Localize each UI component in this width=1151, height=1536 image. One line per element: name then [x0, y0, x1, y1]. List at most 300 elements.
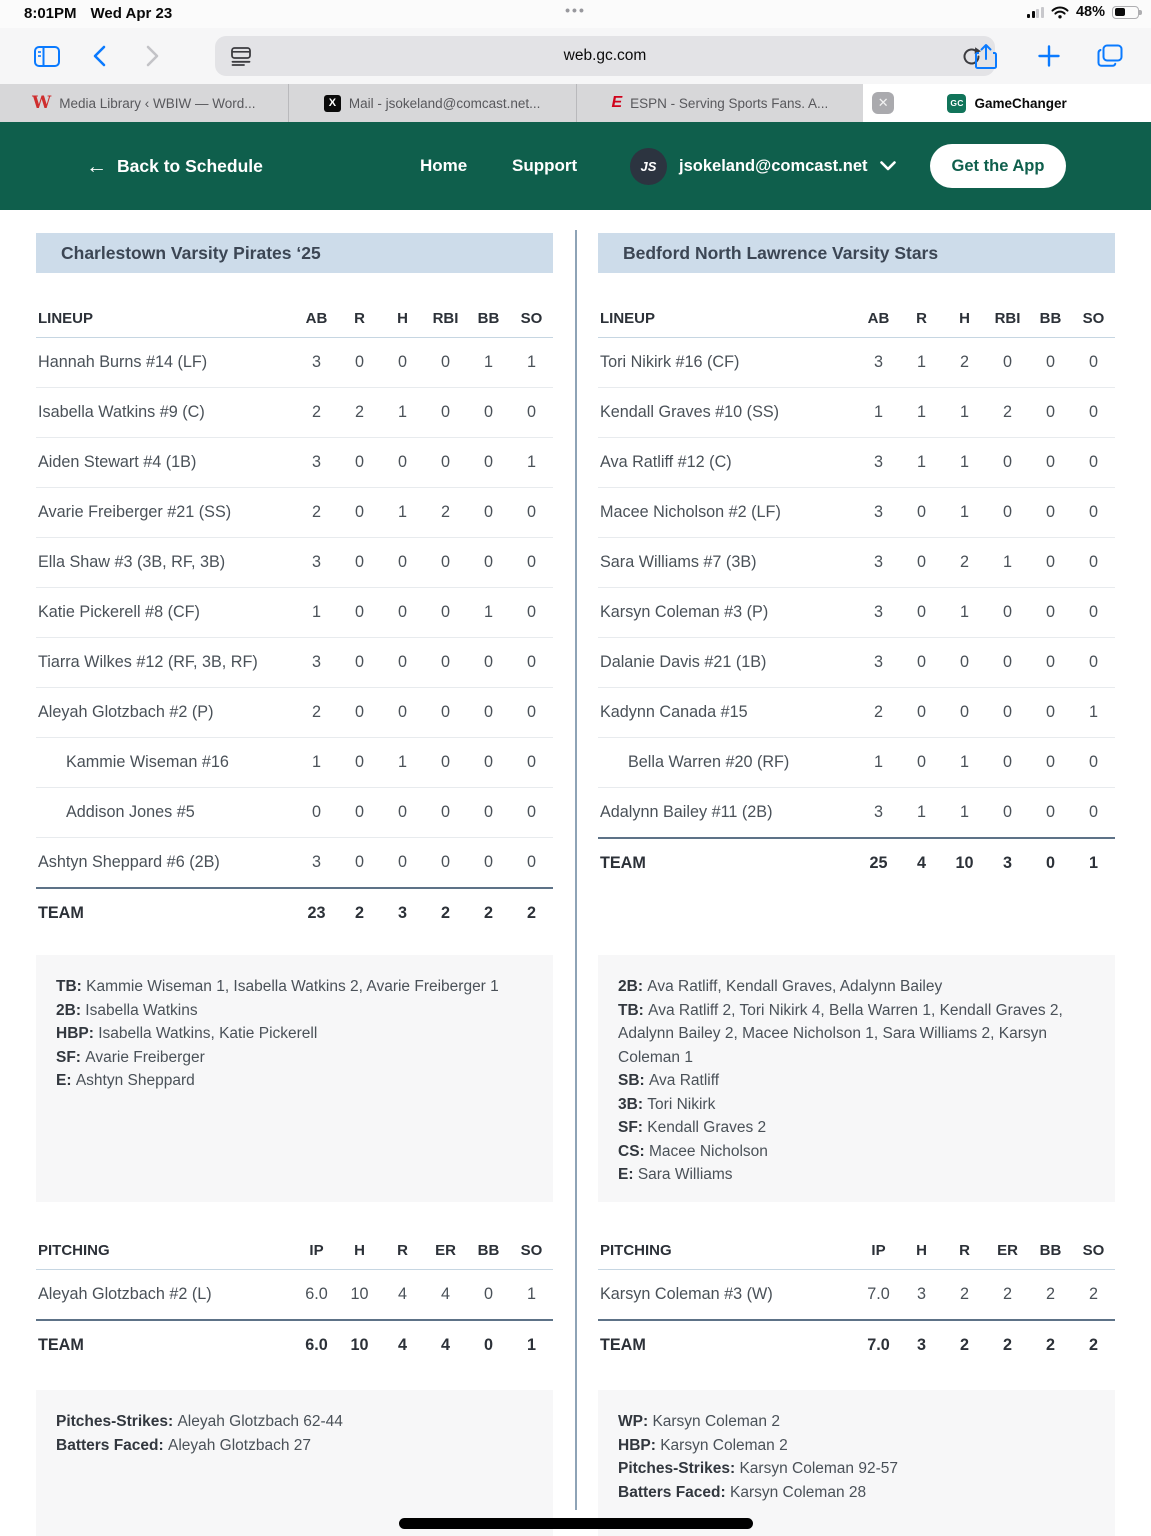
account-menu[interactable] — [630, 122, 896, 210]
status-time: 8:01PM — [24, 5, 77, 22]
stat-value: 1 — [959, 753, 969, 771]
sidebar-toggle-icon[interactable] — [34, 46, 60, 67]
stat-value: 1 — [483, 353, 493, 371]
stat-value: 7.0 — [867, 1335, 890, 1354]
player-name: Kammie Wiseman #16 — [66, 753, 229, 771]
lineup-header: LINEUP — [38, 310, 94, 327]
stat-value: 1 — [526, 1285, 536, 1303]
tab-mail[interactable] — [288, 84, 576, 122]
tab-title: ESPN - Serving Sports Fans. A... — [630, 95, 829, 111]
table-row — [36, 338, 553, 388]
stat-value: 0 — [1045, 453, 1055, 471]
stat-value: 2 — [959, 353, 969, 371]
tab-overview-icon[interactable] — [1097, 44, 1123, 68]
batting-table — [598, 300, 1115, 887]
back-arrow-icon: ← — [86, 154, 107, 178]
stat-value: 2 — [440, 503, 450, 521]
table-row — [598, 588, 1115, 638]
table-row — [36, 738, 553, 788]
stat-value: 1 — [959, 603, 969, 621]
close-tab-icon[interactable]: ✕ — [872, 92, 894, 114]
page-format-icon[interactable] — [231, 47, 251, 66]
stat-value: 0 — [1088, 403, 1098, 421]
table-row — [36, 488, 553, 538]
stat-value: 1 — [916, 803, 926, 821]
batting-rows — [598, 338, 1115, 887]
url-text: web.gc.com — [563, 47, 647, 64]
column-header: RBI — [432, 310, 459, 327]
battery-icon — [1112, 6, 1139, 19]
stat-value: 25 — [869, 853, 888, 872]
stat-value: 0 — [440, 453, 450, 471]
team-totals-row — [36, 887, 553, 937]
stat-value: 0 — [916, 503, 926, 521]
espn-favicon: E — [611, 94, 623, 111]
table-row — [598, 788, 1115, 838]
pitching-notes — [598, 1390, 1115, 1536]
stat-value: 0 — [483, 753, 493, 771]
nav-support[interactable]: Support — [512, 156, 578, 175]
stat-value: 1 — [526, 453, 536, 471]
player-name: Ashtyn Sheppard #6 (2B) — [38, 853, 220, 871]
stat-value: 1 — [873, 403, 883, 421]
stat-value: 0 — [526, 603, 536, 621]
column-header: H — [397, 310, 408, 327]
stat-value: 1 — [916, 353, 926, 371]
tab-media-library[interactable] — [0, 84, 288, 122]
column-header: IP — [309, 1242, 324, 1259]
column-header: SO — [1082, 1242, 1105, 1259]
pitching-notes — [36, 1390, 553, 1536]
team-totals-row — [598, 1319, 1115, 1369]
stat-value: 0 — [440, 853, 450, 871]
stat-value: 0 — [1045, 553, 1055, 571]
lineup-header: LINEUP — [600, 310, 656, 327]
stat-value: 2 — [440, 903, 450, 922]
stat-value: 0 — [526, 803, 536, 821]
stat-value: 0 — [483, 653, 493, 671]
stat-value: 2 — [1002, 1285, 1012, 1303]
stat-value: 0 — [397, 453, 407, 471]
column-header: SO — [520, 310, 543, 327]
stat-value: 0 — [397, 553, 407, 571]
tab-title: Media Library ‹ WBIW — Word... — [59, 95, 256, 111]
stat-value: 1 — [1002, 553, 1012, 571]
note-line: SB: Ava Ratliff — [618, 1072, 720, 1089]
stat-value: 0 — [397, 853, 407, 871]
stat-value: 0 — [354, 353, 364, 371]
stat-value: 10 — [350, 1335, 369, 1354]
stat-value: 0 — [1045, 403, 1055, 421]
stat-value: 3 — [873, 603, 883, 621]
pitching-header-row — [36, 1232, 553, 1270]
stat-value: 0 — [959, 703, 969, 721]
stat-value: 0 — [916, 553, 926, 571]
stat-value: 0 — [397, 603, 407, 621]
player-name: Avarie Freiberger #21 (SS) — [38, 503, 232, 521]
wordpress-favicon: W — [32, 93, 52, 113]
get-the-app-button[interactable]: Get the App — [930, 144, 1066, 188]
column-header: H — [916, 1242, 927, 1259]
player-name: Kadynn Canada #15 — [600, 703, 748, 721]
batting-rows — [36, 338, 553, 937]
stat-value: 0 — [1002, 653, 1012, 671]
column-divider — [575, 230, 577, 1510]
pitching-table — [598, 1232, 1115, 1369]
batting-header-row — [598, 300, 1115, 338]
stat-value: 3 — [873, 653, 883, 671]
stat-value: 3 — [311, 853, 321, 871]
stat-value: 10 — [955, 853, 974, 872]
note-line: Batters Faced: Karsyn Coleman 28 — [618, 1483, 867, 1501]
stat-value: 1 — [311, 753, 321, 771]
table-row — [36, 388, 553, 438]
table-row — [36, 838, 553, 888]
column-header: IP — [871, 1242, 886, 1259]
account-email: jsokeland@comcast.net — [679, 156, 868, 175]
stat-value: 3 — [873, 503, 883, 521]
stat-value: 0 — [1002, 603, 1012, 621]
stat-value: 3 — [397, 903, 407, 922]
note-line: HBP: Karsyn Coleman 2 — [618, 1436, 788, 1454]
back-to-schedule-label: Back to Schedule — [117, 155, 263, 176]
stat-value: 0 — [1045, 703, 1055, 721]
app-header — [0, 122, 1151, 210]
stat-value: 0 — [1045, 753, 1055, 771]
stat-value: 0 — [1002, 353, 1012, 371]
chevron-down-icon — [880, 161, 896, 171]
table-row — [36, 538, 553, 588]
table-row — [598, 388, 1115, 438]
stat-value: 0 — [397, 803, 407, 821]
stat-value: 0 — [354, 703, 364, 721]
stat-value: 2 — [959, 1285, 969, 1303]
column-header: BB — [477, 310, 500, 327]
stat-value: 0 — [354, 503, 364, 521]
stat-value: 1 — [916, 403, 926, 421]
tab-espn[interactable] — [576, 84, 864, 122]
stat-value: 1 — [1088, 703, 1098, 721]
stat-value: 0 — [483, 1335, 493, 1354]
stat-value: 0 — [526, 653, 536, 671]
stat-value: 0 — [440, 753, 450, 771]
stat-value: 3 — [873, 453, 883, 471]
stat-value: 0 — [526, 553, 536, 571]
column-header: R — [959, 1242, 970, 1259]
batting-notes — [598, 955, 1115, 1202]
note-line: 3B: Tori Nikirk — [618, 1095, 716, 1113]
team-label: TEAM — [38, 1335, 84, 1354]
stat-value: 1 — [526, 1335, 536, 1354]
team-totals-row — [36, 1319, 553, 1369]
pitching-rows — [36, 1270, 553, 1369]
column-header: R — [916, 310, 927, 327]
stat-value: 0 — [916, 653, 926, 671]
stat-value: 2 — [1088, 1335, 1098, 1354]
table-row — [598, 488, 1115, 538]
stat-value: 0 — [440, 653, 450, 671]
stat-value: 0 — [354, 453, 364, 471]
team-name-bar: Bedford North Lawrence Varsity Stars — [598, 233, 1115, 273]
column-header: BB — [1039, 1242, 1062, 1259]
player-name: Katie Pickerell #8 (CF) — [38, 603, 200, 621]
stat-value: 0 — [483, 553, 493, 571]
gamechanger-favicon: GC — [947, 94, 966, 113]
avatar: JS — [630, 148, 667, 185]
wifi-icon — [1051, 6, 1069, 19]
stat-value: 0 — [1045, 853, 1055, 872]
stat-value: 0 — [440, 803, 450, 821]
stat-value: 0 — [440, 353, 450, 371]
table-row — [598, 438, 1115, 488]
table-row — [598, 688, 1115, 738]
stat-value: 0 — [483, 503, 493, 521]
player-name: Hannah Burns #14 (LF) — [38, 353, 208, 371]
stat-value: 4 — [397, 1335, 407, 1354]
forward-icon[interactable] — [146, 45, 160, 67]
table-row — [36, 788, 553, 838]
stat-value: 0 — [1002, 703, 1012, 721]
home-indicator[interactable] — [399, 1518, 753, 1529]
column-header: BB — [477, 1242, 500, 1259]
note-line: SF: Avarie Freiberger — [56, 1048, 205, 1066]
back-icon[interactable] — [92, 45, 106, 67]
stat-value: 0 — [483, 803, 493, 821]
stat-value: 4 — [916, 853, 926, 872]
stat-value: 4 — [440, 1335, 450, 1354]
stat-value: 4 — [397, 1285, 407, 1303]
player-name: Macee Nicholson #2 (LF) — [600, 503, 781, 521]
stat-value: 2 — [1088, 1285, 1098, 1303]
stat-value: 0 — [440, 603, 450, 621]
stat-value: 0 — [354, 753, 364, 771]
stat-value: 0 — [483, 453, 493, 471]
stat-value: 2 — [1045, 1335, 1055, 1354]
stat-value: 0 — [1002, 503, 1012, 521]
stat-value: 2 — [1045, 1285, 1055, 1303]
stat-value: 1 — [1088, 853, 1098, 872]
column-header: AB — [305, 310, 328, 327]
stat-value: 3 — [873, 803, 883, 821]
table-row — [36, 588, 553, 638]
stat-value: 3 — [1002, 853, 1012, 872]
stat-value: 2 — [1002, 403, 1012, 421]
multitask-dots-icon: ••• — [565, 2, 586, 18]
stat-value: 0 — [1088, 553, 1098, 571]
stat-value: 0 — [354, 653, 364, 671]
stat-value: 1 — [959, 503, 969, 521]
note-line: Pitches-Strikes: Karsyn Coleman 92-57 — [618, 1460, 898, 1477]
stat-value: 0 — [440, 553, 450, 571]
batting-notes — [36, 955, 553, 1202]
stat-value: 0 — [526, 503, 536, 521]
player-name: Karsyn Coleman #3 (P) — [600, 603, 769, 621]
address-bar[interactable] — [215, 36, 995, 76]
stat-value: 0 — [1088, 353, 1098, 371]
stat-value: 2 — [354, 903, 364, 922]
column-header: RBI — [994, 310, 1021, 327]
stat-value: 3 — [311, 653, 321, 671]
player-name: Addison Jones #5 — [66, 803, 195, 821]
note-line: TB: Kammie Wiseman 1, Isabella Watkins 2, Avarie Freiberger 1 — [56, 978, 499, 995]
x-mail-favicon: X — [324, 95, 341, 112]
team-totals-row — [598, 837, 1115, 887]
stat-value: 1 — [873, 753, 883, 771]
stat-value: 1 — [959, 403, 969, 421]
stat-value: 0 — [1045, 653, 1055, 671]
stat-value: 4 — [440, 1285, 450, 1303]
stat-value: 0 — [483, 703, 493, 721]
stat-value: 2 — [483, 903, 493, 922]
stat-value: 0 — [397, 353, 407, 371]
note-line: HBP: Isabella Watkins, Katie Pickerell — [56, 1025, 318, 1042]
stat-value: 2 — [1002, 1335, 1012, 1354]
stat-value: 0 — [916, 753, 926, 771]
player-name: Ella Shaw #3 (3B, RF, 3B) — [38, 553, 226, 571]
status-bar — [0, 0, 1151, 28]
lineup-header: PITCHING — [38, 1242, 110, 1259]
player-name: Tiarra Wilkes #12 (RF, 3B, RF) — [38, 653, 258, 671]
stat-value: 2 — [526, 903, 536, 922]
pitching-table — [36, 1232, 553, 1369]
stat-value: 0 — [1088, 453, 1098, 471]
table-row — [598, 638, 1115, 688]
stat-value: 6.0 — [305, 1335, 328, 1354]
stat-value: 0 — [354, 603, 364, 621]
stat-value: 1 — [397, 403, 407, 421]
stat-value: 1 — [397, 503, 407, 521]
table-row — [598, 1270, 1115, 1320]
stat-value: 1 — [526, 353, 536, 371]
column-header: H — [959, 310, 970, 327]
column-header: BB — [1039, 310, 1062, 327]
stat-value: 0 — [1002, 753, 1012, 771]
stat-value: 0 — [1002, 803, 1012, 821]
table-row — [598, 538, 1115, 588]
stat-value: 2 — [311, 703, 321, 721]
note-line: E: Sara Williams — [618, 1166, 733, 1183]
stat-value: 0 — [354, 553, 364, 571]
stat-value: 1 — [311, 603, 321, 621]
stat-value: 3 — [311, 353, 321, 371]
stat-value: 1 — [483, 603, 493, 621]
note-line: CS: Macee Nicholson — [618, 1142, 768, 1160]
stat-value: 0 — [1002, 453, 1012, 471]
player-name: Aleyah Glotzbach #2 (P) — [38, 703, 214, 721]
player-name: Aiden Stewart #4 (1B) — [38, 453, 197, 471]
tab-bar — [0, 84, 1151, 122]
column-header: ER — [997, 1242, 1018, 1259]
column-header: SO — [1082, 310, 1105, 327]
stat-value: 0 — [526, 853, 536, 871]
stat-value: 0 — [440, 703, 450, 721]
column-header: SO — [520, 1242, 543, 1259]
stat-value: 1 — [959, 453, 969, 471]
lineup-header: PITCHING — [600, 1242, 672, 1259]
stat-value: 0 — [526, 703, 536, 721]
column-header: H — [354, 1242, 365, 1259]
tab-title: GameChanger — [974, 95, 1067, 111]
stat-value: 0 — [1045, 803, 1055, 821]
table-row — [598, 338, 1115, 388]
batting-table — [36, 300, 553, 937]
note-line: SF: Kendall Graves 2 — [618, 1119, 767, 1136]
stat-value: 7.0 — [867, 1285, 890, 1303]
stat-value: 2 — [959, 553, 969, 571]
stat-value: 0 — [1045, 503, 1055, 521]
pitching-rows — [598, 1270, 1115, 1369]
stat-value: 0 — [1088, 603, 1098, 621]
team-label: TEAM — [600, 853, 646, 872]
battery-percent: 48% — [1075, 4, 1105, 20]
home-team-column — [598, 233, 1115, 1536]
column-header: AB — [867, 310, 890, 327]
note-line: 2B: Ava Ratliff, Kendall Graves, Adalynn Bailey — [618, 978, 943, 995]
safari-toolbar — [0, 28, 1151, 84]
player-name: Aleyah Glotzbach #2 (L) — [38, 1285, 212, 1303]
stat-value: 10 — [350, 1285, 369, 1303]
player-name: Karsyn Coleman #3 (W) — [600, 1285, 773, 1303]
pitching-header-row — [598, 1232, 1115, 1270]
column-header: ER — [435, 1242, 456, 1259]
column-header: R — [354, 310, 365, 327]
player-name: Bella Warren #20 (RF) — [628, 753, 790, 771]
stat-value: 1 — [959, 803, 969, 821]
back-to-schedule-link[interactable] — [86, 122, 263, 210]
stat-value: 0 — [440, 403, 450, 421]
stat-value: 2 — [873, 703, 883, 721]
away-team-column — [36, 233, 553, 1536]
stat-value: 0 — [483, 403, 493, 421]
stat-value: 0 — [397, 703, 407, 721]
stat-value: 0 — [959, 653, 969, 671]
table-row — [598, 738, 1115, 788]
note-line: WP: Karsyn Coleman 2 — [618, 1413, 780, 1430]
note-line: E: Ashtyn Sheppard — [56, 1072, 195, 1089]
player-name: Adalynn Bailey #11 (2B) — [600, 803, 773, 821]
tab-title: Mail - jsokeland@comcast.net... — [348, 95, 541, 111]
stat-value: 0 — [526, 753, 536, 771]
note-line: Pitches-Strikes: Aleyah Glotzbach 62-44 — [56, 1413, 343, 1430]
player-name: Isabella Watkins #9 (C) — [38, 403, 205, 421]
nav-home[interactable]: Home — [420, 156, 468, 175]
status-date: Wed Apr 23 — [90, 5, 173, 22]
player-name: Sara Williams #7 (3B) — [600, 553, 757, 571]
table-row — [36, 438, 553, 488]
column-header: R — [397, 1242, 408, 1259]
player-name: Dalanie Davis #21 (1B) — [600, 653, 767, 671]
stat-value: 3 — [873, 353, 883, 371]
table-row — [36, 1270, 553, 1320]
stat-value: 2 — [311, 403, 321, 421]
new-tab-icon[interactable] — [1038, 45, 1060, 67]
tab-gamechanger[interactable] — [863, 84, 1151, 122]
team-name-bar: Charlestown Varsity Pirates ‘25 — [36, 233, 553, 273]
batting-header-row — [36, 300, 553, 338]
player-name: Kendall Graves #10 (SS) — [600, 403, 780, 421]
share-icon[interactable] — [975, 43, 997, 70]
stat-value: 3 — [916, 1285, 926, 1303]
note-line: Batters Faced: Aleyah Glotzbach 27 — [56, 1436, 312, 1454]
stat-value: 0 — [1088, 653, 1098, 671]
stat-value: 0 — [1088, 803, 1098, 821]
stat-value: 1 — [397, 753, 407, 771]
stat-value: 0 — [354, 803, 364, 821]
stat-value: 0 — [916, 603, 926, 621]
table-row — [36, 688, 553, 738]
stat-value: 0 — [483, 1285, 493, 1303]
stat-value: 0 — [526, 403, 536, 421]
